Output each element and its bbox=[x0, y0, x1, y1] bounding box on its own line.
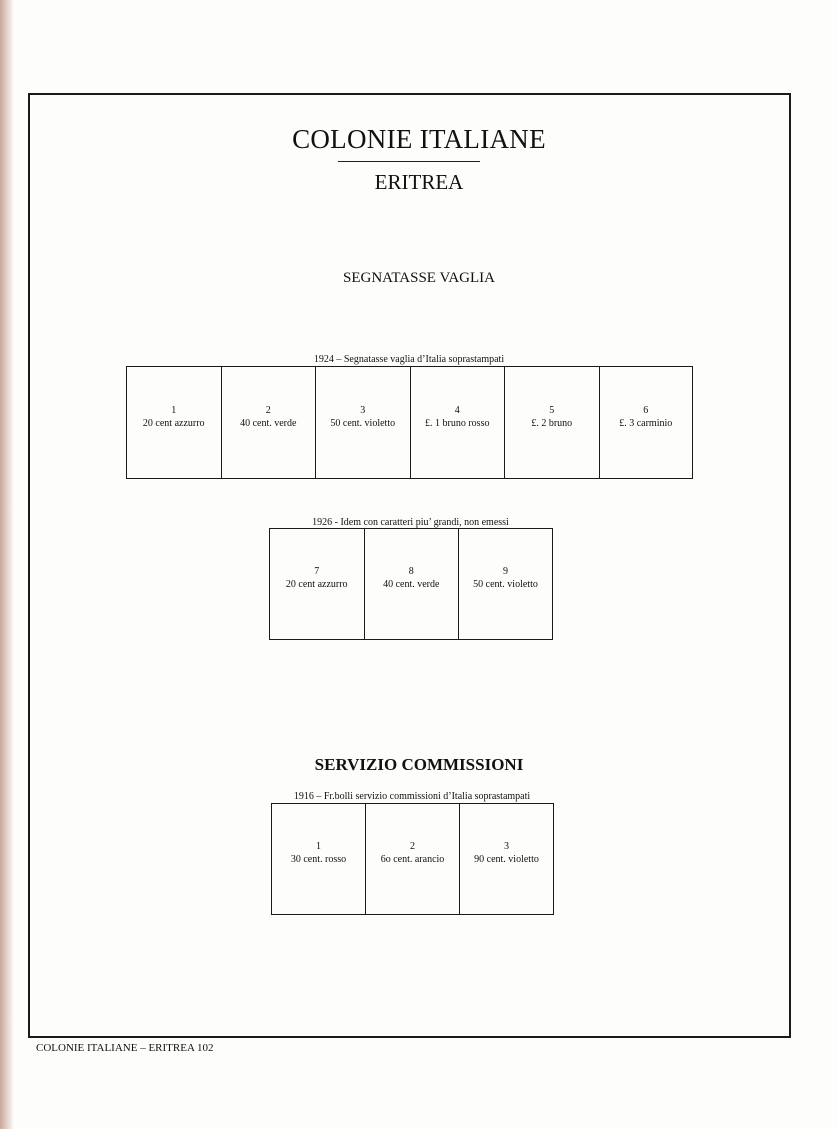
stamp-description: 90 cent. violetto bbox=[474, 854, 539, 865]
page-title: COLONIE ITALIANE bbox=[292, 124, 546, 154]
stamp-description: 50 cent. violetto bbox=[330, 417, 396, 429]
stamp-row-1916 bbox=[271, 803, 554, 915]
issue-caption-1916: 1916 – Fr.bolli servizio commissioni d’Italia soprastampati bbox=[293, 791, 531, 802]
stamp-space bbox=[460, 804, 553, 914]
stamp-row-1926 bbox=[269, 528, 553, 640]
stamp-space bbox=[505, 367, 600, 478]
stamp-number: 7 bbox=[314, 566, 320, 577]
stamp-space bbox=[365, 529, 460, 639]
stamp-space bbox=[272, 804, 366, 914]
stamp-description: £. 2 bruno bbox=[531, 417, 573, 429]
stamp-number: 2 bbox=[410, 841, 415, 852]
stamp-number: 3 bbox=[504, 841, 509, 852]
stamp-number: 8 bbox=[408, 566, 414, 577]
stamp-space bbox=[270, 529, 365, 639]
stamp-description: 20 cent azzurro bbox=[285, 579, 348, 590]
issue-caption-1924: 1924 – Segnatasse vaglia d’Italia soprastampati bbox=[313, 354, 505, 365]
stamp-description: 30 cent. rosso bbox=[290, 854, 347, 865]
stamp-space bbox=[222, 367, 317, 478]
page-footer: COLONIE ITALIANE – ERITREA 102 bbox=[36, 1042, 214, 1054]
stamp-number: 4 bbox=[454, 404, 460, 416]
stamp-space bbox=[459, 529, 552, 639]
stamp-description: £. 1 bruno rosso bbox=[425, 417, 490, 429]
page-subtitle: ERITREA bbox=[374, 170, 464, 194]
stamp-number: 1 bbox=[171, 404, 177, 416]
issue-caption-1926: 1926 - Idem con caratteri piu’ grandi, non emessi bbox=[312, 517, 509, 528]
stamp-number: 5 bbox=[549, 404, 555, 416]
stamp-description: 50 cent. violetto bbox=[473, 579, 538, 590]
stamp-space bbox=[127, 367, 222, 478]
stamp-number: 2 bbox=[265, 404, 271, 416]
stamp-number: 9 bbox=[503, 566, 508, 577]
stamp-description: 20 cent azzurro bbox=[142, 417, 205, 429]
stamp-space bbox=[411, 367, 506, 478]
section-heading-segnatasse: SEGNATASSE VAGLIA bbox=[342, 270, 495, 286]
stamp-number: 1 bbox=[316, 841, 321, 852]
section-heading-servizio: SERVIZIO COMMISSIONI bbox=[314, 755, 524, 774]
stamp-description: 40 cent. verde bbox=[383, 579, 440, 590]
stamp-space bbox=[600, 367, 693, 478]
title-divider bbox=[338, 161, 480, 162]
stamp-space bbox=[316, 367, 411, 478]
stamp-description: 40 cent. verde bbox=[240, 417, 297, 429]
stamp-space bbox=[366, 804, 460, 914]
stamp-row-1924 bbox=[126, 366, 693, 479]
stamp-number: 3 bbox=[360, 404, 366, 416]
stamp-number: 6 bbox=[643, 404, 649, 416]
stamp-description: £. 3 carminio bbox=[619, 417, 673, 429]
stamp-description: 6o cent. arancio bbox=[380, 854, 445, 865]
